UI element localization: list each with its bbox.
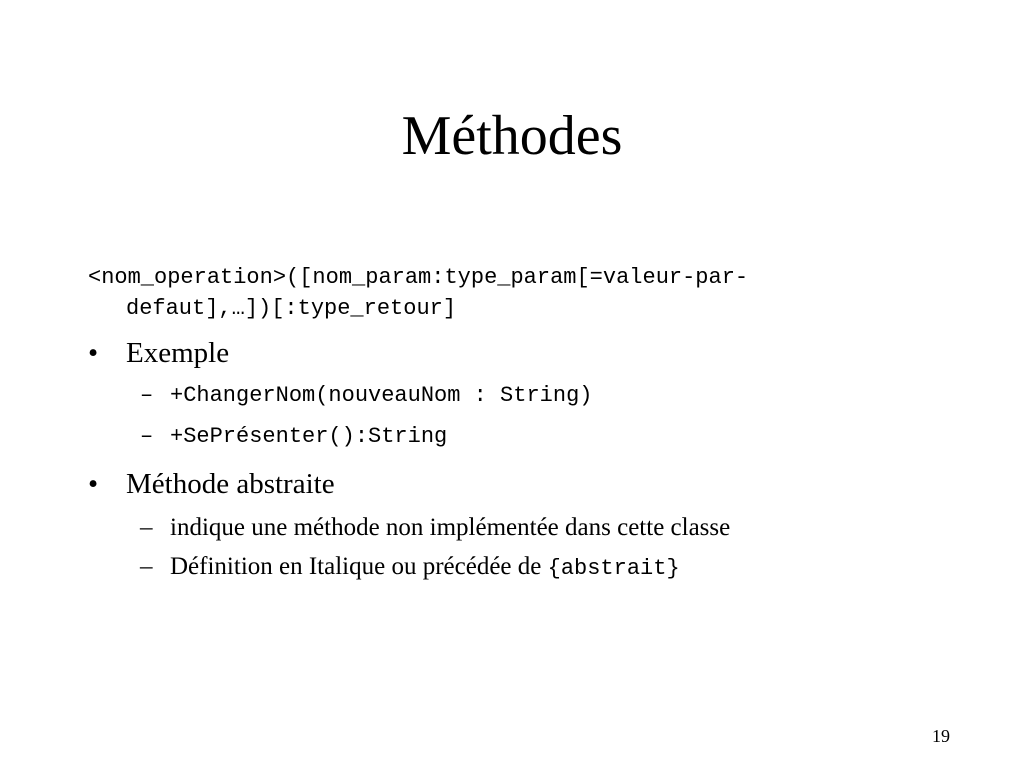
- subitem-marker: –: [140, 514, 153, 541]
- syntax-line-1: <nom_operation>([nom_param:type_param[=valeur-par-: [88, 265, 749, 290]
- operation-syntax: [88, 262, 958, 324]
- page-number: 19: [932, 726, 950, 746]
- syntax-line-2: defaut],…])[:type_retour]: [126, 296, 457, 321]
- subitem-text: +SePrésenter():String: [170, 424, 448, 449]
- subitem-marker: –: [140, 424, 154, 449]
- slide-title: Méthodes: [401, 105, 623, 167]
- subitem-marker: –: [140, 383, 154, 408]
- subitem-text-prefix: Définition en Italique ou précédée de: [170, 553, 548, 580]
- subitem-marker: –: [140, 553, 153, 580]
- bullet-marker: •: [88, 468, 99, 500]
- subitem-text: indique une méthode non implémentée dans cette classe: [170, 514, 731, 541]
- bullet-marker: •: [88, 337, 99, 369]
- bullet-text: Méthode abstraite: [126, 468, 335, 500]
- bullet-text: Exemple: [126, 337, 230, 369]
- subitem-text: +ChangerNom(nouveauNom : String): [170, 383, 593, 408]
- subitem-text: [170, 552, 680, 584]
- abstract-keyword: {abstrait}: [547, 556, 680, 581]
